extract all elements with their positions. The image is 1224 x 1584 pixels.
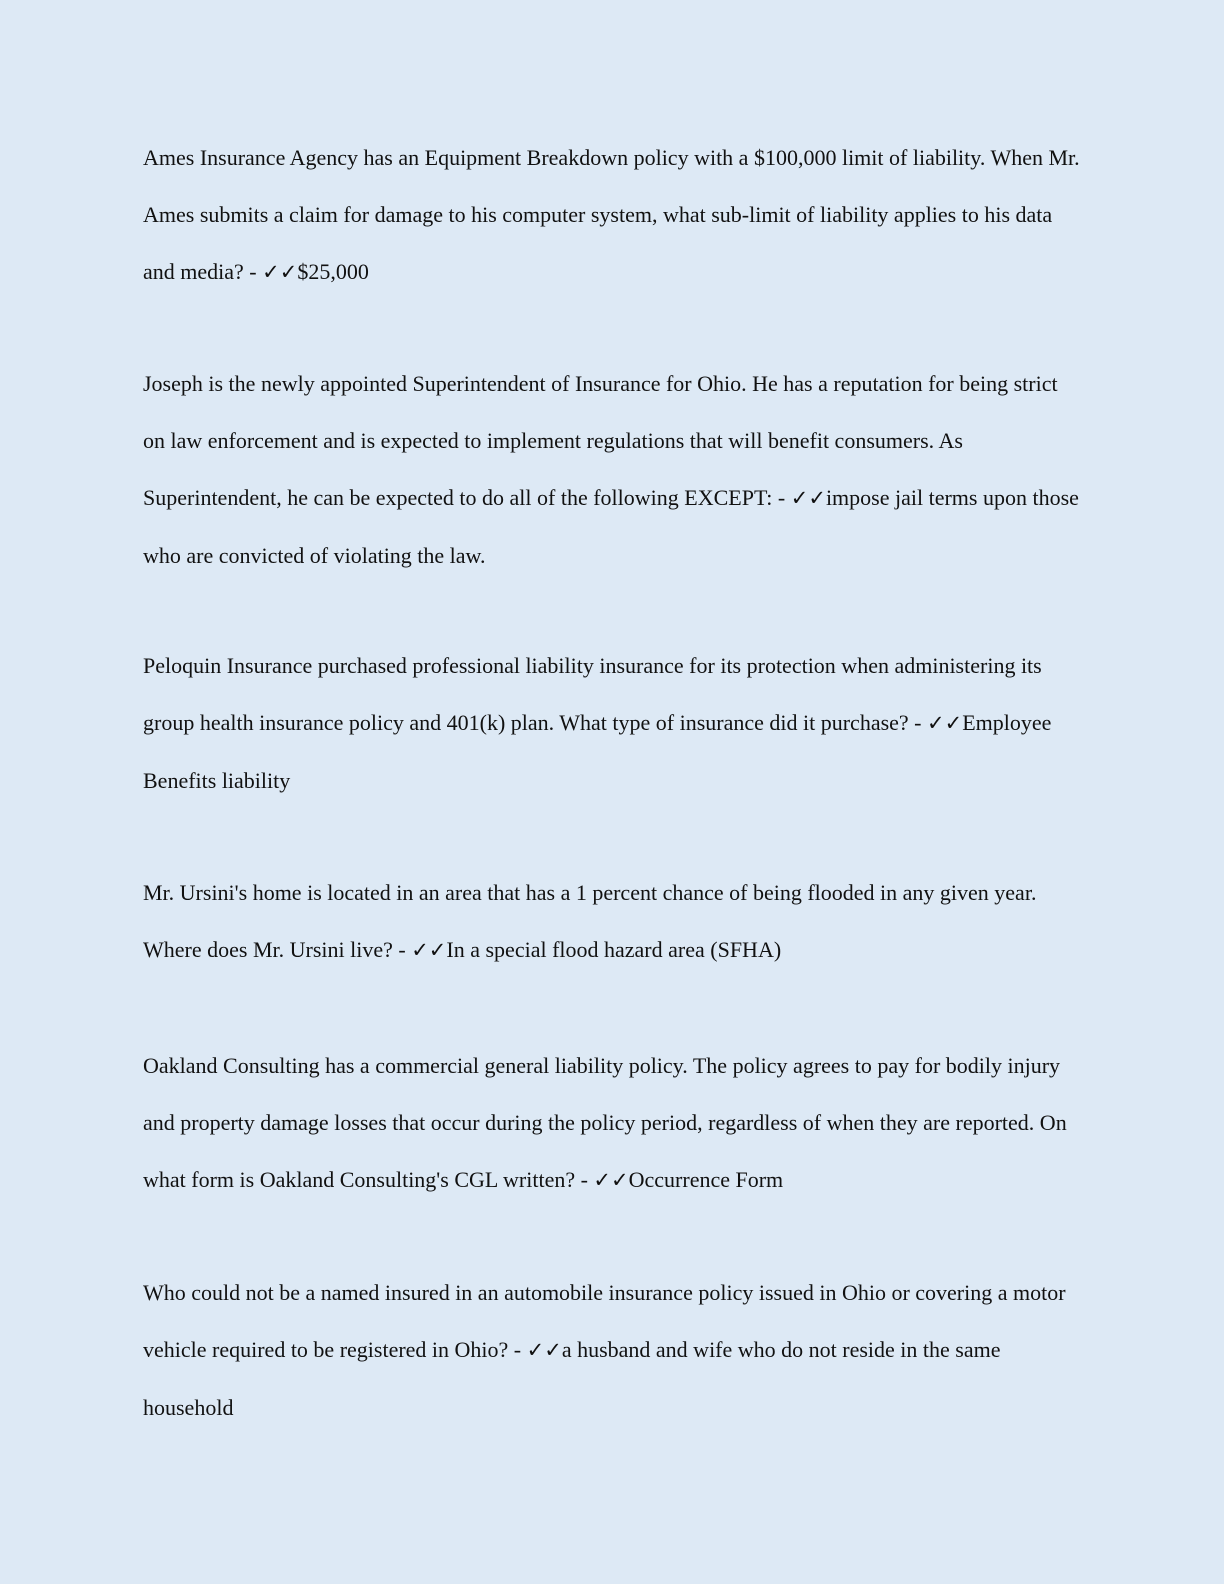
question-text: Who could not be a named insured in an automobile insurance policy issued in Ohio or covering a motor vehicle required to be registered in Ohio? - bbox=[143, 1280, 1066, 1362]
qa-item-6 bbox=[143, 1264, 1083, 1436]
answer-text: In a special flood hazard area (SFHA) bbox=[446, 937, 782, 962]
question-text: Oakland Consulting has a commercial general liability policy. The policy agrees to pay for bodily injury and property damage losses that occur during the policy period, regardless of when they are reported. On what form is Oakland Consulting's CGL written? - bbox=[143, 1053, 1067, 1192]
checkmark-icon: ✓✓ bbox=[790, 486, 826, 510]
checkmark-icon: ✓✓ bbox=[593, 1168, 629, 1192]
question-text: Peloquin Insurance purchased professional liability insurance for its protection when administering its group health insurance policy and 401(k) plan. What type of insurance did it purchase? - bbox=[143, 653, 1042, 735]
question-text: Ames Insurance Agency has an Equipment Breakdown policy with a $100,000 limit of liability. When Mr. Ames submits a claim for damage to his computer system, what sub-limit of liability applies to his data and media? - bbox=[143, 145, 1080, 284]
checkmark-icon: ✓✓ bbox=[411, 938, 447, 962]
answer-text: $25,000 bbox=[297, 259, 369, 284]
qa-item-1 bbox=[143, 129, 1083, 301]
qa-item-4 bbox=[143, 864, 1083, 979]
qa-item-2 bbox=[143, 355, 1083, 584]
answer-text: Employee Benefits liability bbox=[143, 710, 1052, 793]
question-text: Joseph is the newly appointed Superintendent of Insurance for Ohio. He has a reputation for being strict on law enforcement and is expected to implement regulations that will benefit consumers. As Superintendent, he can be expected to do all of the following EXCEPT: - bbox=[143, 371, 1058, 510]
question-text: Mr. Ursini's home is located in an area that has a 1 percent chance of being flooded in any given year. Where does Mr. Ursini live? - bbox=[143, 880, 1037, 962]
checkmark-icon: ✓✓ bbox=[526, 1338, 562, 1362]
qa-item-5 bbox=[143, 1037, 1083, 1209]
qa-item-3 bbox=[143, 637, 1083, 809]
checkmark-icon: ✓✓ bbox=[927, 711, 963, 735]
answer-text: Occurrence Form bbox=[628, 1167, 784, 1192]
answer-text: impose jail terms upon those who are convicted of violating the law. bbox=[143, 485, 1079, 568]
answer-text: a husband and wife who do not reside in the same household bbox=[143, 1337, 1001, 1420]
checkmark-icon: ✓✓ bbox=[262, 260, 298, 284]
